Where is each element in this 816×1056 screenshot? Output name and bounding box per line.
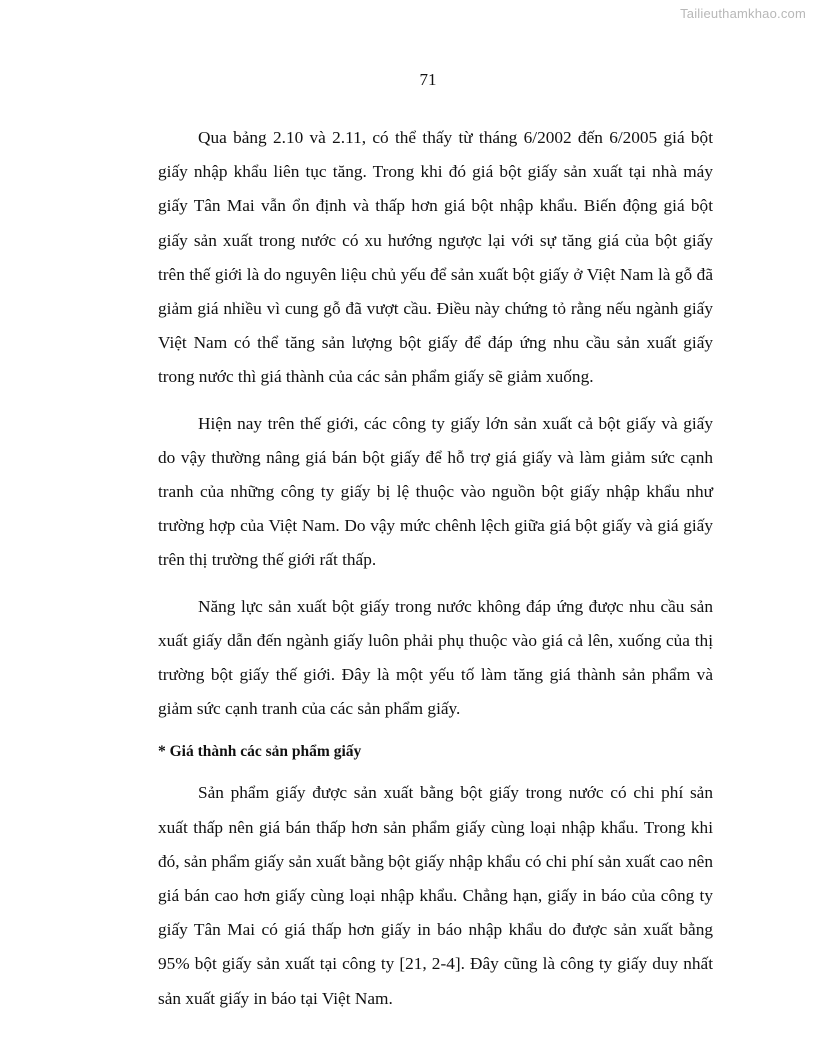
paragraph: Sản phẩm giấy được sản xuất bằng bột giấy trong nước có chi phí sản xuất thấp nên giá bán thấp hơn sản phẩm giấy cùng loại nhập khẩu. Trong khi đó, sản phẩm giấy sản xuất bằng bột giấy nhập khẩu có chi phí sản xuất cao nên giá bán cao hơn giấy cùng loại nhập khẩu. Chẳng hạn, giấy in báo của công ty giấy Tân Mai có giá thấp hơn giấy in báo nhập khẩu do được sản xuất bằng 95% bột giấy sản xuất tại công ty [21, 2-4]. Đây cũng là công ty giấy duy nhất sản xuất giấy in báo tại Việt Nam. xyxy=(158,783,713,1008)
paragraph: Qua bảng 2.10 và 2.11, có thể thấy từ tháng 6/2002 đến 6/2005 giá bột giấy nhập khẩu liên tục tăng. Trong khi đó giá bột giấy sản xuất tại nhà máy giấy Tân Mai vẫn ổn định và thấp hơn giá bột nhập khẩu. Biến động giá bột giấy sản xuất trong nước có xu hướng ngược lại với sự tăng giá của bột giấy trên thế giới là do nguyên liệu chủ yếu để sản xuất bột giấy ở Việt Nam là gỗ đã giảm giá nhiều vì cung gỗ đã vượt cầu. Điều này chứng tỏ rằng nếu ngành giấy Việt Nam có thể tăng sản lượng bột giấy để đáp ứng nhu cầu sản xuất giấy trong nước thì giá thành của các sản phẩm giấy sẽ giảm xuống. xyxy=(158,128,713,387)
paragraph: Năng lực sản xuất bột giấy trong nước không đáp ứng được nhu cầu sản xuất giấy dẫn đến ngành giấy luôn phải phụ thuộc vào giá cả lên, xuống của thị trường bột giấy thế giới. Đây là một yếu tố làm tăng giá thành sản phẩm và giảm sức cạnh tranh của các sản phẩm giấy. xyxy=(158,596,713,719)
watermark: Tailieuthamkhao.com xyxy=(680,6,806,21)
page-number: 71 xyxy=(419,70,437,89)
paragraph: Hiện nay trên thế giới, các công ty giấy lớn sản xuất cả bột giấy và giấy do vậy thường nâng giá bán bột giấy để hỗ trợ giá giấy và làm giảm sức cạnh tranh của những công ty giấy bị lệ thuộc vào nguồn bột giấy nhập khẩu như trường hợp của Việt Nam. Do vậy mức chênh lệch giữa giá bột giấy và giá giấy trên thị trường thế giới rất thấp. xyxy=(158,413,713,570)
section-heading: * Giá thành các sản phẩm giấy xyxy=(158,743,362,761)
document-body xyxy=(158,121,713,1028)
